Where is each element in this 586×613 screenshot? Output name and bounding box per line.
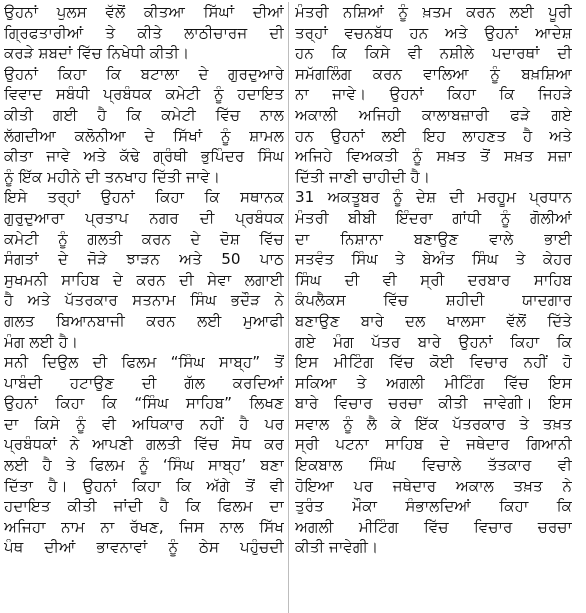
text-line: ਲਈ ਹੈ ਤੇ ਫਿਲਮ ਨੂੰ ‘ਸਿੰਘ ਸਾਬ੍ਹ’ ਬਣਾ [4,456,284,475]
right-column [288,2,572,613]
text-line: ਨੂੰ ਇੱਕ ਮਹੀਨੇ ਦੀ ਤਨਖਾਹ ਦਿੱਤੀ ਜਾਵੇ। [4,167,221,186]
text-line: ਪਾਬੰਦੀ ਹਟਾਉਣ ਦੀ ਗੱਲ ਕਰਦਿਆਂ [4,373,284,392]
text-line: ਸਨੀ ਦਿਉਲ ਦੀ ਫਿਲਮ “ਸਿੰਘ ਸਾਬ੍ਹ” ਤੋਂ [4,353,284,372]
text-line: ਸੁਖਮਨੀ ਸਾਹਿਬ ਦੇ ਕਰਨ ਦੀ ਸੇਵਾ ਲਗਾਈ [4,270,284,289]
text-line: ਉਹਨਾਂ ਪੁਲਸ ਵੱਲੋਂ ਕੀਤਆ ਸਿੱਘਾਂ ਦੀਆਂ [4,3,284,21]
text-line: ਗਲਤ ਬਿਆਨਬਾਜੀ ਕਰਨ ਲਈ ਮੁਆਫੀ [4,311,284,330]
paragraph [4,64,284,188]
text-line: ਕੀਤਾ ਜਾਵੇ ਅਤੇ ਕੱਢੇ ਗ੍ਰੰਥੀ ਭੁਪਿੰਦਰ ਸਿੰਘ [4,147,284,166]
text-line: ਮੰਤਰੀ ਬੀਬੀ ਇੰਦਰਾ ਗਾਂਧੀ ਨੂੰ ਗੋਲੀਆਂ [295,208,572,227]
text-line: ਅਜਿਹੇ ਵਿਅਕਤੀ ਨੂੰ ਸਖ਼ਤ ਤੋਂ ਸਖ਼ਤ ਸਜ਼ਾ [295,147,572,166]
text-line: ਪ੍ਰਬੰਧਕਾਂ ਨੇ ਆਪਣੀ ਗਲਤੀ ਵਿੱਚ ਸੋਧ ਕਰ [4,435,284,454]
paragraph [295,2,572,187]
text-line: ਉਹਨਾਂ ਕਿਹਾ ਕਿ “ਸਿੰਘ ਸਾਹਿਬ” ਲਿਖਣ [4,394,284,413]
text-line: ਹਨ ਕਿ ਕਿਸੇ ਵੀ ਨਸ਼ੀਲੇ ਪਦਾਰਥਾਂ ਦੀ [295,44,572,63]
text-line: ਸ੍ਰੀ ਪਟਨਾ ਸਾਹਿਬ ਦੇ ਜਥੇਦਾਰ ਗਿਆਨੀ [295,435,572,454]
text-line: ਦਿੱਤੀ ਜਾਣੀ ਚਾਹੀਦੀ ਹੈ। [295,167,431,186]
text-line: ਤਰ੍ਹਾਂ ਵਚਨਬੱਧ ਹਨ ਅਤੇ ਉਹਨਾਂ ਆਦੇਸ਼ [295,23,572,42]
text-line: ਬਾਰੇ ਵਿਚਾਰ ਚਰਚਾ ਕੀਤੀ ਜਾਵੇਗੀ। ਇਸ [295,394,572,413]
text-line: ਹਨ ਉਹਨਾਂ ਲਈ ਇਹ ਲਾਹਣਤ ਹੈ ਅਤੇ [295,126,572,145]
text-line: ਹਦਾਇਤ ਕੀਤੀ ਜਾਂਦੀ ਹੈ ਕਿ ਫਿਲਮ ਦਾ [4,497,284,516]
text-line: ਕੀਤੀ ਜਾਵੇਗੀ। [295,538,379,557]
paragraph [4,2,284,64]
text-line: ਤੁਰੰਤ ਮੌਕਾ ਸੰਭਾਲਦਿਆਂ ਕਿਹਾ ਕਿ [295,497,572,516]
text-line: ਅਗਲੀ ਮੀਟਿੰਗ ਵਿੱਚ ਵਿਚਾਰ ਚਰਚਾ [295,517,572,536]
paragraph [4,352,284,558]
text-line: ਸਵਾਲ ਨੂੰ ਲੈ ਕੇ ਇੱਕ ਪੱਤਰਕਾਰ ਤੇ ਤਖ਼ਤ [295,414,572,433]
text-line: ਮੰਤਰੀ ਨਸ਼ਿਆਂ ਨੂੰ ਖ਼ਤਮ ਕਰਨ ਲਈ ਪੂਰੀ [295,3,572,21]
text-line: ਹੋਇਆ ਪਰ ਜਥੇਦਾਰ ਅਕਾਲ ਤਖ਼ਤ ਨੇ [295,476,572,495]
text-line: ਪੰਥ ਦੀਆਂ ਭਾਵਨਾਵਾਂ ਨੂੰ ਠੇਸ ਪਹੁੰਚਦੀ [4,538,284,557]
text-line: ਕਮੇਟੀ ਨੂੰ ਗਲਤੀ ਕਰਨ ਦੇ ਦੋਸ਼ ਵਿੱਚ [4,229,284,248]
text-line: ਇਸ ਮੀਟਿੰਗ ਵਿੱਚ ਕੋਈ ਵਿਚਾਰ ਨਹੀਂ ਹੋ [295,353,572,372]
text-line: ਹੈ ਅਤੇ ਪੱਤਰਕਾਰ ਸਤਨਾਮ ਸਿੰਘ ਭਦੌੜ ਨੇ [4,291,284,310]
left-column [4,2,288,613]
text-line: ਵਿਵਾਦ ਸਬੰਧੀ ਪ੍ਰਬੰਧਕ ਕਮੇਟੀ ਨੂੰ ਹਦਾਇਤ [4,85,284,104]
text-line: ਕਰੜੇ ਸ਼ਬਦਾਂ ਵਿੱਚ ਨਿਖੇਧੀ ਕੀਤੀ। [4,44,190,63]
paragraph [295,187,572,558]
text-line: ਉਹਨਾਂ ਕਿਹਾ ਕਿ ਬਟਾਲਾ ਦੇ ਗੁਰਦੁਆਰੇ [4,64,284,83]
text-line: ਦਿੱਤਾ ਹੈ। ਉਹਨਾਂ ਕਿਹਾ ਕਿ ਅੱਗੇ ਤੋਂ ਵੀ [4,476,284,495]
text-line: ਸਤਵੰਤ ਸਿੰਘ ਤੇ ਬੇਅੰਤ ਸਿੰਘ ਤੇ ਕੇਹਰ [295,250,572,269]
text-line: ਇਕਬਾਲ ਸਿੰਘ ਵਿਚਾਲੇ ਤੱਤਕਾਰ ਵੀ [295,456,572,475]
text-line: 31 ਅਕਤੂਬਰ ਨੂੰ ਦੇਸ਼ ਦੀ ਮਰਹੂਮ ਪ੍ਰਧਾਨ [295,188,572,207]
text-line: ਕੀਤੀ ਗਈ ਹੈ ਕਿ ਕਮੇਟੀ ਵਿੱਚ ਨਾਲ [4,105,284,124]
text-line: ਮੰਗ ਲਈ ਹੈ। [4,332,79,351]
text-line: ਅਕਾਲੀ ਅਜਿਹੀ ਕਾਲਾਬਜ਼ਾਰੀ ਫੜੇ ਗਏ [295,105,572,124]
paragraph [4,187,284,352]
text-line: ਸੰਗਤਾਂ ਦੇ ਜੋੜੇ ਝਾੜਨ ਅਤੇ 50 ਪਾਠ [4,250,284,269]
text-line: ਇਸੇ ਤਰ੍ਹਾਂ ਉਹਨਾਂ ਕਿਹਾ ਕਿ ਸਥਾਨਕ [4,188,284,207]
text-line: ਗਏ ਮੰਗ ਪੱਤਰ ਬਾਰੇ ਉਹਨਾਂ ਕਿਹਾ ਕਿ [295,332,572,351]
text-line: ਅਜਿਹਾ ਨਾਮ ਨਾ ਰੱਖਣ, ਜਿਸ ਨਾਲ ਸਿੱਖ [4,517,284,536]
text-line: ਸਮੱਗਲਿੰਗ ਕਰਨ ਵਾਲਿਆ ਨੂੰ ਬਖ਼ਸ਼ਿਆ [295,64,572,83]
text-line: ਗੁਰੁਦੁਆਰਾ ਪ੍ਰਤਾਪ ਨਗਰ ਦੀ ਪ੍ਰਬੰਧਕ [4,208,284,227]
text-line: ਸਕਿਆ ਤੇ ਅਗਲੀ ਮੀਟਿੰਗ ਵਿੱਚ ਇਸ [295,373,572,392]
text-line: ਸਿੰਘ ਦੀ ਵੀ ਸ੍ਰੀ ਦਰਬਾਰ ਸਾਹਿਬ [295,270,572,289]
text-line: ਦਾ ਨਿਸ਼ਾਨਾ ਬਣਾਉਣ ਵਾਲੇ ਭਾਈ [295,229,572,248]
text-line: ਗ੍ਰਿਫਤਾਰੀਆਂ ਤੇ ਕੀਤੇ ਲਾਠੀਚਾਰਜ ਦੀ [4,23,284,42]
text-line: ਦਾ ਕਿਸੇ ਨੂੰ ਵੀ ਅਧਿਕਾਰ ਨਹੀਂ ਹੈ ਪਰ [4,414,284,433]
text-line: ਨਾ ਜਾਵੇ। ਉਹਨਾਂ ਕਿਹਾ ਕਿ ਜਿਹੜੇ [295,85,572,104]
text-line: ਬਣਾਉਣ ਬਾਰੇ ਦਲ ਖਾਲਸਾ ਵੱਲੋਂ ਦਿੱਤੇ [295,311,572,330]
text-line: ਕੰਪਲੈਕਸ ਵਿੱਚ ਸ਼ਹੀਦੀ ਯਾਦਗਾਰ [295,291,572,310]
text-line: ਲੱਗਦੀਆ ਕਲੋਨੀਆ ਦੇ ਸਿੱਖਾਂ ਨੂੰ ਸ਼ਾਮਲ [4,126,284,145]
